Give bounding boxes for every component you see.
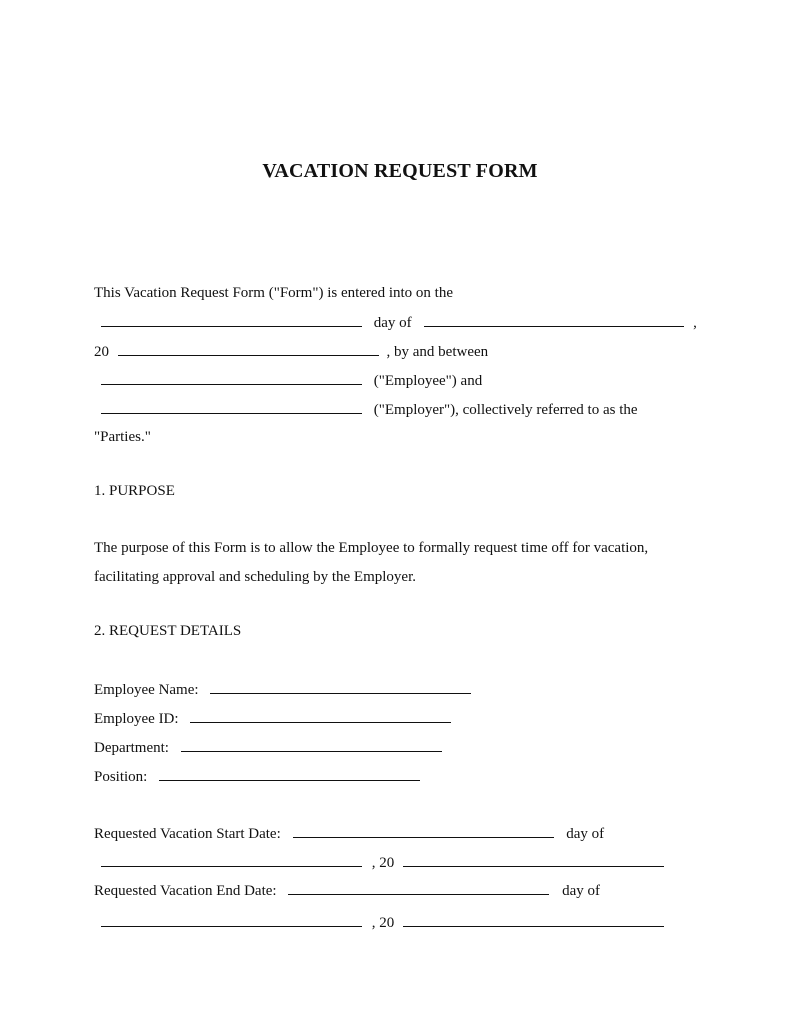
intro-line-5 (101, 399, 638, 419)
employee-id-row (94, 708, 451, 728)
start-day-of-text: day of (566, 826, 605, 842)
start-date-row (94, 823, 604, 843)
section-1-heading: 1. PURPOSE (94, 483, 175, 499)
start-date-row-2 (101, 852, 664, 872)
intro-line-2 (101, 312, 697, 332)
employee-party-text: ("Employee") and (373, 373, 483, 389)
employee-party-blank[interactable] (101, 370, 362, 385)
end-date-day-field[interactable] (288, 880, 549, 895)
intro-line-3 (94, 341, 488, 361)
form-title: VACATION REQUEST FORM (262, 160, 538, 182)
agreement-month-blank[interactable] (424, 312, 684, 327)
employer-party-blank[interactable] (101, 399, 362, 414)
intro-line-4 (101, 370, 482, 390)
end-day-of-text: day of (562, 883, 600, 899)
department-field[interactable] (181, 737, 442, 752)
day-of-text: day of (373, 315, 412, 331)
end-date-month-field[interactable] (101, 912, 362, 927)
employee-name-row (94, 679, 471, 699)
employee-name-label: Employee Name: (94, 682, 199, 698)
agreement-day-blank[interactable] (101, 312, 362, 327)
start-date-month-field[interactable] (101, 852, 362, 867)
by-and-between-text: , by and between (386, 344, 489, 360)
employee-name-field[interactable] (210, 679, 471, 694)
purpose-line-2: facilitating approval and scheduling by the Employer. (94, 569, 416, 585)
section-2-heading: 2. REQUEST DETAILS (94, 623, 242, 639)
employer-party-text: ("Employer"), collectively referred to as the (373, 402, 638, 418)
position-label: Position: (94, 769, 148, 785)
end-date-row-2 (101, 912, 664, 932)
end-comma-twenty-text: , 20 (371, 915, 395, 931)
start-comma-twenty-text: , 20 (371, 855, 395, 871)
comma-text: , (693, 315, 697, 331)
employee-id-label: Employee ID: (94, 711, 179, 727)
year-prefix-text: 20 (94, 344, 109, 360)
department-label: Department: (94, 740, 169, 756)
start-date-year-field[interactable] (403, 852, 664, 867)
agreement-year-blank[interactable] (118, 341, 379, 356)
intro-line-1: This Vacation Request Form ("Form") is entered into on the (94, 285, 453, 301)
start-date-label: Requested Vacation Start Date: (94, 826, 281, 842)
intro-line-6: "Parties." (94, 429, 151, 445)
department-row (94, 737, 442, 757)
end-date-label: Requested Vacation End Date: (94, 883, 277, 899)
end-date-row (94, 880, 600, 900)
position-row (94, 766, 420, 786)
start-date-day-field[interactable] (293, 823, 554, 838)
end-date-year-field[interactable] (403, 912, 664, 927)
position-field[interactable] (159, 766, 420, 781)
employee-id-field[interactable] (190, 708, 451, 723)
purpose-line-1: The purpose of this Form is to allow the Employee to formally request time off for vacation, (94, 540, 649, 556)
